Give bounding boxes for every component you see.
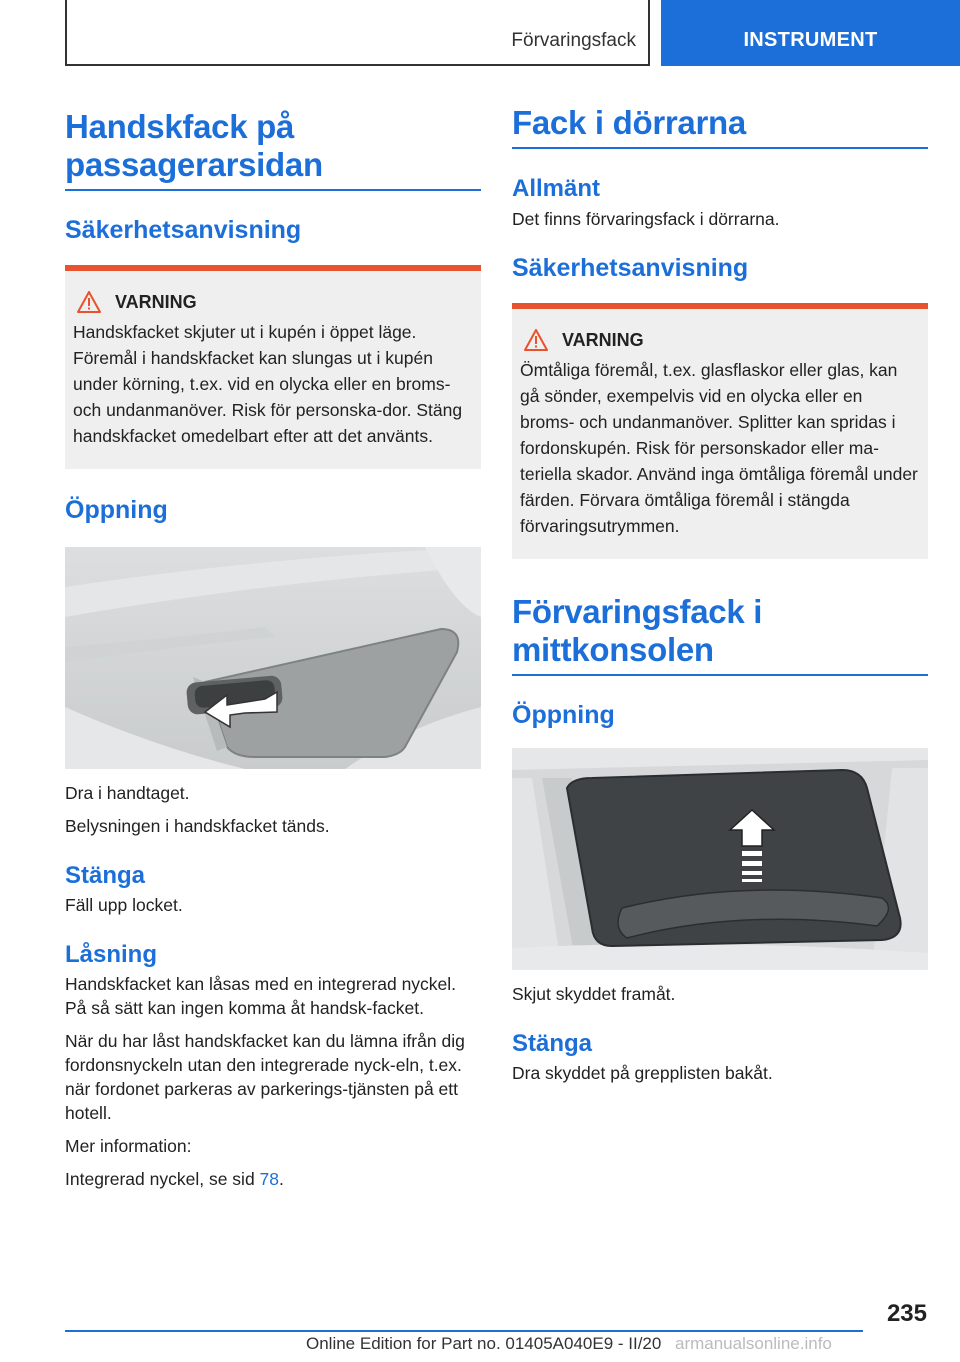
page-number: 235	[886, 1300, 927, 1327]
glovebox-safety-heading: Säkerhetsanvisning	[65, 216, 302, 244]
glovebox-locking-p1: Handskfacket kan låsas med en integrerad nyckel. På så sätt kan ingen komma åt handsk-facket.	[65, 974, 457, 1018]
glovebox-locking-heading: Låsning	[65, 941, 158, 968]
door-compartments-title: Fack i dörrarna	[512, 104, 928, 149]
reference-prefix: Integrerad nyckel, se sid	[65, 1169, 260, 1189]
page-footer	[0, 1290, 960, 1362]
console-closing-heading: Stänga	[512, 1030, 593, 1057]
console-photo	[512, 748, 928, 970]
warning-header	[73, 291, 473, 313]
glovebox-opening-heading: Öppning	[65, 496, 168, 524]
door-warning-box	[512, 303, 928, 559]
glovebox-warning-box	[65, 265, 481, 469]
header-section-box	[65, 0, 650, 66]
glovebox-illustration	[65, 547, 481, 769]
door-general-heading: Allmänt	[512, 175, 601, 202]
warning-triangle-icon	[524, 329, 548, 351]
reference-suffix: .	[279, 1169, 284, 1189]
warning-triangle-icon	[77, 291, 101, 313]
header-chapter-label: INSTRUMENT	[743, 28, 878, 51]
glovebox-photo	[65, 547, 481, 769]
reference-page-link[interactable]: 78	[259, 1169, 280, 1189]
console-closing-text: Dra skyddet på grepplisten bakåt.	[512, 1063, 773, 1083]
glovebox-locking-p3: Mer information:	[65, 1136, 192, 1156]
glovebox-title: Handskfack på passagerarsidan	[65, 108, 481, 191]
right-column	[512, 100, 928, 1085]
glovebox-locking-reference	[65, 1167, 481, 1191]
console-illustration	[512, 748, 928, 970]
footer-divider	[65, 1330, 863, 1332]
edition-text: Online Edition for Part no. 01405A040E9 - II/20	[306, 1334, 662, 1353]
left-column	[65, 100, 481, 1191]
glovebox-opening-step1: Dra i handtaget.	[65, 783, 190, 803]
door-safety-heading: Säkerhetsanvisning	[512, 254, 749, 282]
console-opening-heading: Öppning	[512, 701, 615, 729]
glovebox-opening-step2: Belysningen i handskfacket tänds.	[65, 816, 330, 836]
warning-text: Ömtåliga föremål, t.ex. glasflaskor eller glas, kan gå sönder, exempelvis vid en olycka eller en broms- och undanmanöver. Splitter kan spridas i fordonskupén. Risk för personskador eller ma-teriella skador. Använd inga ömtåliga föremål under färden. Förvara ömtåliga föremål i stängda förvaringsutrymmen.	[520, 360, 918, 536]
watermark-text: armanualsonline.info	[675, 1334, 832, 1353]
page-header	[0, 0, 960, 66]
warning-text: Handskfacket skjuter ut i kupén i öppet läge. Föremål i handskfacket kan slungas ut i kupén under körning, t.ex. vid en olycka eller en broms- och undanmanöver. Risk för personska-dor. Stäng handskfacket omedelbart efter att det använts.	[73, 322, 463, 446]
center-console-title: Förvaringsfack i mittkonsolen	[512, 593, 928, 676]
warning-label: VARNING	[115, 291, 197, 312]
glovebox-locking-p2: När du har låst handskfacket kan du lämna ifrån dig fordonsnyckeln utan den integrerade nyck-eln, t.ex. när fordonet parkeras av parkerings-tjänsten på ett hotell.	[65, 1031, 465, 1123]
header-section-title: Förvaringsfack	[511, 30, 636, 51]
warning-label: VARNING	[562, 329, 644, 350]
door-general-text: Det finns förvaringsfack i dörrarna.	[512, 209, 780, 229]
warning-header	[520, 329, 920, 351]
glovebox-closing-text: Fäll upp locket.	[65, 895, 183, 915]
console-opening-text: Skjut skyddet framåt.	[512, 984, 676, 1004]
header-chapter-tab	[661, 0, 960, 66]
glovebox-closing-heading: Stänga	[65, 862, 146, 889]
